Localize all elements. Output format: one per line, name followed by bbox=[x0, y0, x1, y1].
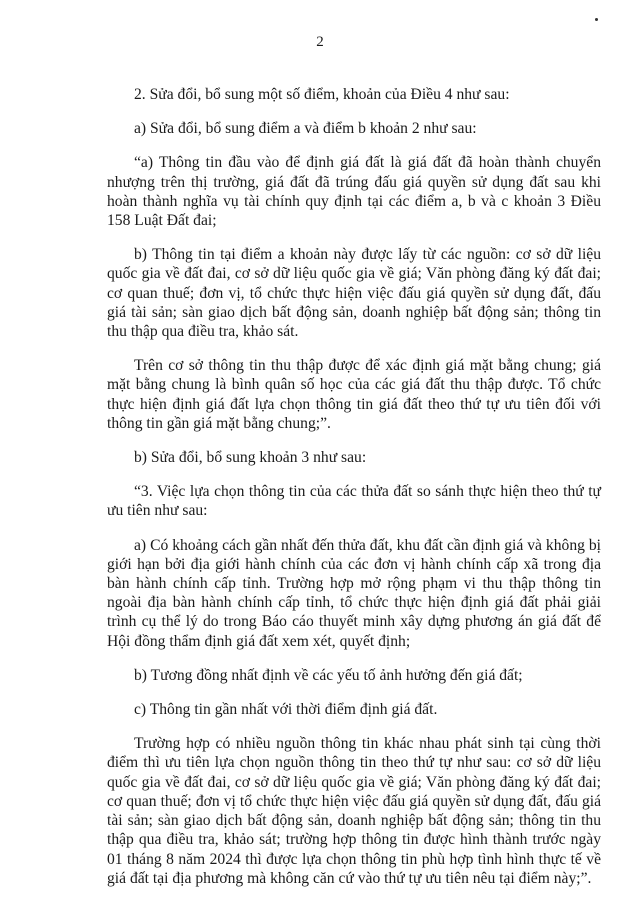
paragraph-item-a-heading: a) Sửa đổi, bổ sung điểm a và điểm b khoản 2 như sau: bbox=[134, 120, 477, 138]
scan-mark bbox=[595, 18, 598, 21]
paragraph-clause-3-c: c) Thông tin gần nhất với thời điểm định giá đất. bbox=[134, 701, 438, 719]
paragraph-point-b: b) Thông tin tại điểm a khoản này được lấy từ các nguồn: cơ sở dữ liệu quốc gia về đất đai, cơ sở dữ liệu quốc gia về giá; Văn phòng đăng ký đất đai; cơ quan thuế; đơn vị, tổ chức thực hiện việc đấu giá quyền sử dụng đất, đấu giá tài sản; sàn giao dịch bất động sản, doanh nghiệp bất động sản; thông tin thu thập qua điều tra, khảo sát. bbox=[107, 246, 601, 341]
paragraph-item-b-heading: b) Sửa đổi, bổ sung khoản 3 như sau: bbox=[134, 449, 367, 467]
paragraph-clause-3: “3. Việc lựa chọn thông tin của các thửa đất so sánh thực hiện theo thứ tự ưu tiên như sau: bbox=[107, 483, 601, 520]
paragraph-common-price: Trên cơ sở thông tin thu thập được để xác định giá mặt bằng chung; giá mặt bằng chung là bình quân số học của các giá đất thu thập được. Tổ chức thực hiện định giá đất lựa chọn thông tin giá đất theo thứ tự ưu tiên đối với thông tin gần giá mặt bằng chung;”. bbox=[107, 357, 601, 432]
paragraph-clause-3-a: a) Có khoảng cách gần nhất đến thửa đất, khu đất cần định giá và không bị giới hạn bởi địa giới hành chính của các đơn vị hành chính cấp xã trong địa bàn hành chính cấp tỉnh. Trường hợp mở rộng phạm vi thu thập thông tin ngoài địa bàn hành chính cấp tỉnh, tổ chức thực hiện định giá đất phải giải trình cụ thể lý do trong Báo cáo thuyết minh xây dựng phương án giá đất để Hội đồng thẩm định giá đất xem xét, quyết định; bbox=[107, 536, 601, 650]
paragraph-section-2-heading: 2. Sửa đổi, bổ sung một số điểm, khoản của Điều 4 như sau: bbox=[134, 86, 510, 103]
paragraph-clause-3-b: b) Tương đồng nhất định về các yếu tố ảnh hưởng đến giá đất; bbox=[134, 666, 523, 684]
document-body bbox=[107, 85, 601, 903]
paragraph-point-a: “a) Thông tin đầu vào để định giá đất là giá đất đã hoàn thành chuyển nhượng trên thị trường, giá đất đã trúng đấu giá quyền sử dụng đất sau khi hoàn thành nghĩa vụ tài chính quy định tại các điểm a, b và c khoản 3 Điều 158 Luật Đất đai; bbox=[107, 154, 601, 230]
page-number: 2 bbox=[316, 34, 324, 50]
paragraph-priority-sources: Trường hợp có nhiều nguồn thông tin khác nhau phát sinh tại cùng thời điểm thì ưu tiên lựa chọn nguồn thông tin theo thứ tự như sau: cơ sở dữ liệu quốc gia về đất đai, cơ sở dữ liệu quốc gia về giá; Văn phòng đăng ký đất đai; cơ quan thuế; đơn vị tổ chức thực hiện việc đấu giá quyền sử dụng đất, đấu giá tài sản; sàn giao dịch bất động sản, doanh nghiệp bất động sản; thông tin thu thập qua điều tra, khảo sát; trường hợp thông tin được hình thành trước ngày 01 tháng 8 năm 2024 thì được lựa chọn thông tin phù hợp tình hình thực tế về giá đất tại địa phương mà không căn cứ vào thứ tự ưu tiên nêu tại điểm này;”. bbox=[107, 735, 601, 887]
